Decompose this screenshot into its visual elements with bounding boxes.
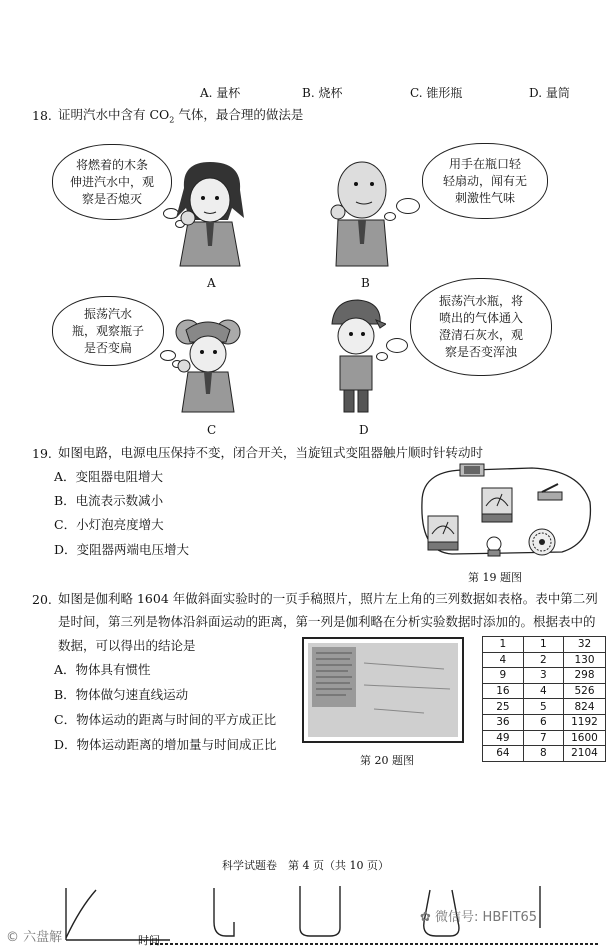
- table-cell: 8: [523, 746, 563, 762]
- wechat-icon: ✿: [420, 910, 431, 925]
- cloud-b-line: 轻扇动，闻有无: [442, 173, 527, 188]
- q17-option-b: B. 烧杯: [302, 86, 343, 100]
- table-cell: 4: [523, 683, 563, 699]
- q20-option-b: B．物体做匀速直线运动: [54, 687, 189, 702]
- cloud-d-line: 喷出的气体通入: [438, 311, 523, 325]
- student-d-illustration: [326, 298, 386, 414]
- bulb-icon: [487, 537, 501, 556]
- table-cell: 1: [523, 637, 563, 653]
- cloud-d-line: 澄清石灰水，观: [438, 328, 523, 342]
- manuscript-photo-image: [304, 639, 462, 741]
- cloud-a-line: 伸进汽水中，观: [69, 174, 154, 189]
- student-b-illustration: [322, 160, 392, 268]
- q19-number: 19.: [32, 446, 52, 461]
- q19-figure-caption: 第 19 题图: [468, 571, 522, 584]
- student-a-illustration: [170, 160, 250, 268]
- table-row: [483, 746, 606, 762]
- switch-icon: [538, 484, 562, 500]
- cloud-a-line: 将燃着的木条: [75, 157, 148, 172]
- table-cell: 3: [523, 668, 563, 684]
- rotary-rheostat-icon: [529, 529, 555, 555]
- cloud-c-line: 振荡汽水: [83, 306, 132, 321]
- q20-option-d: D．物体运动距离的增加量与时间成正比: [54, 737, 277, 752]
- q17-option-d: D. 量筒: [529, 86, 570, 100]
- table-cell: 526: [564, 683, 606, 699]
- thought-bubble-dot: [386, 338, 408, 353]
- manuscript-photo: [302, 637, 464, 743]
- table-row: [483, 683, 606, 699]
- cloud-b-line: 刺激性气味: [454, 190, 515, 205]
- table-cell: 1: [483, 637, 524, 653]
- thought-bubble-dot: [396, 198, 420, 214]
- thought-cloud-a: [52, 144, 172, 220]
- q20-option-a: A．物体具有惯性: [54, 662, 151, 677]
- table-cell: 25: [483, 699, 524, 715]
- table-row: [483, 637, 606, 653]
- panel-label-d: D: [359, 423, 369, 437]
- table-cell: 2104: [564, 746, 606, 762]
- student-c-illustration: [170, 314, 246, 414]
- time-axis-label: 时间: [138, 934, 160, 947]
- table-cell: 7: [523, 730, 563, 746]
- table-row: [483, 668, 606, 684]
- table-cell: 5: [523, 699, 563, 715]
- page-footer: 科学试题卷 第 4 页（共 10 页）: [222, 859, 389, 872]
- table-cell: 824: [564, 699, 606, 715]
- cloud-c-line: 瓶，观察瓶子: [71, 323, 144, 338]
- q20-data-table: [482, 636, 606, 762]
- thought-cloud-d: [410, 278, 552, 376]
- cloud-a-line: 察是否熄灭: [81, 191, 142, 206]
- q17-option-a: A. 量杯: [200, 86, 241, 100]
- copyright-icon: ©: [6, 930, 19, 945]
- cloud-b-line: 用手在瓶口轻: [448, 156, 521, 171]
- q19-option-a: A．变阻器电阻增大: [54, 469, 164, 484]
- table-cell: 2: [523, 652, 563, 668]
- watermark-right-text: 微信号: HBFIT65: [435, 910, 538, 925]
- table-row: [483, 652, 606, 668]
- q20-number: 20.: [32, 592, 52, 607]
- table-cell: 1600: [564, 730, 606, 746]
- q17-option-c: C. 锥形瓶: [410, 86, 463, 100]
- q20-stem-line-1: 如图是伽利略 1604 年做斜面实验时的一页手稿照片，照片左上角的三列数据如表格。表中第二列: [58, 591, 598, 606]
- voltmeter-icon: [428, 516, 458, 550]
- thought-cloud-c: [52, 296, 164, 366]
- thought-cloud-b: [422, 143, 548, 219]
- table-cell: 1192: [564, 714, 606, 730]
- panel-label-a: A: [207, 276, 216, 290]
- table-row: [483, 714, 606, 730]
- cloud-c-line: 是否变扁: [83, 340, 132, 355]
- q19-option-c: C．小灯泡亮度增大: [54, 517, 164, 532]
- q20-figure-caption: 第 20 题图: [360, 754, 414, 767]
- q19-option-d: D．变阻器两端电压增大: [54, 542, 190, 557]
- watermark-right: [420, 906, 537, 925]
- q20-stem-line-2: 是时间，第三列是物体沿斜面运动的距离，第一列是伽利略在分析实验数据时添加的。根据表中的: [58, 614, 596, 629]
- q18-stem: 证明汽水中含有 $CO_2$ 气体，最合理的做法是: [58, 107, 304, 125]
- q19-stem: 如图电路，电源电压保持不变，闭合开关，当旋钮式变阻器触片顺时针转动时: [58, 445, 484, 460]
- table-cell: 298: [564, 668, 606, 684]
- circuit-diagram: [412, 462, 598, 566]
- watermark-left: [6, 926, 62, 945]
- q20-stem-line-3: 数据，可以得出的结论是: [58, 638, 196, 653]
- panel-label-b: B: [361, 276, 370, 290]
- table-cell: 9: [483, 668, 524, 684]
- q18-number: 18.: [32, 108, 52, 123]
- table-cell: 36: [483, 714, 524, 730]
- cloud-d-line: 振荡汽水瓶，将: [438, 294, 523, 308]
- cloud-d-line: 察是否变浑浊: [444, 345, 517, 359]
- table-row: [483, 699, 606, 715]
- table-cell: 6: [523, 714, 563, 730]
- table-cell: 16: [483, 683, 524, 699]
- ammeter-icon: [482, 488, 512, 522]
- table-cell: 32: [564, 637, 606, 653]
- table-cell: 130: [564, 652, 606, 668]
- table-cell: 4: [483, 652, 524, 668]
- q19-option-b: B．电流表示数减小: [54, 493, 164, 508]
- table-row: [483, 730, 606, 746]
- watermark-left-text: 六盘解: [23, 930, 63, 945]
- panel-label-c: C: [207, 423, 217, 437]
- table-cell: 64: [483, 746, 524, 762]
- table-cell: 49: [483, 730, 524, 746]
- battery-icon: [460, 464, 484, 476]
- q20-option-c: C．物体运动的距离与时间的平方成正比: [54, 712, 277, 727]
